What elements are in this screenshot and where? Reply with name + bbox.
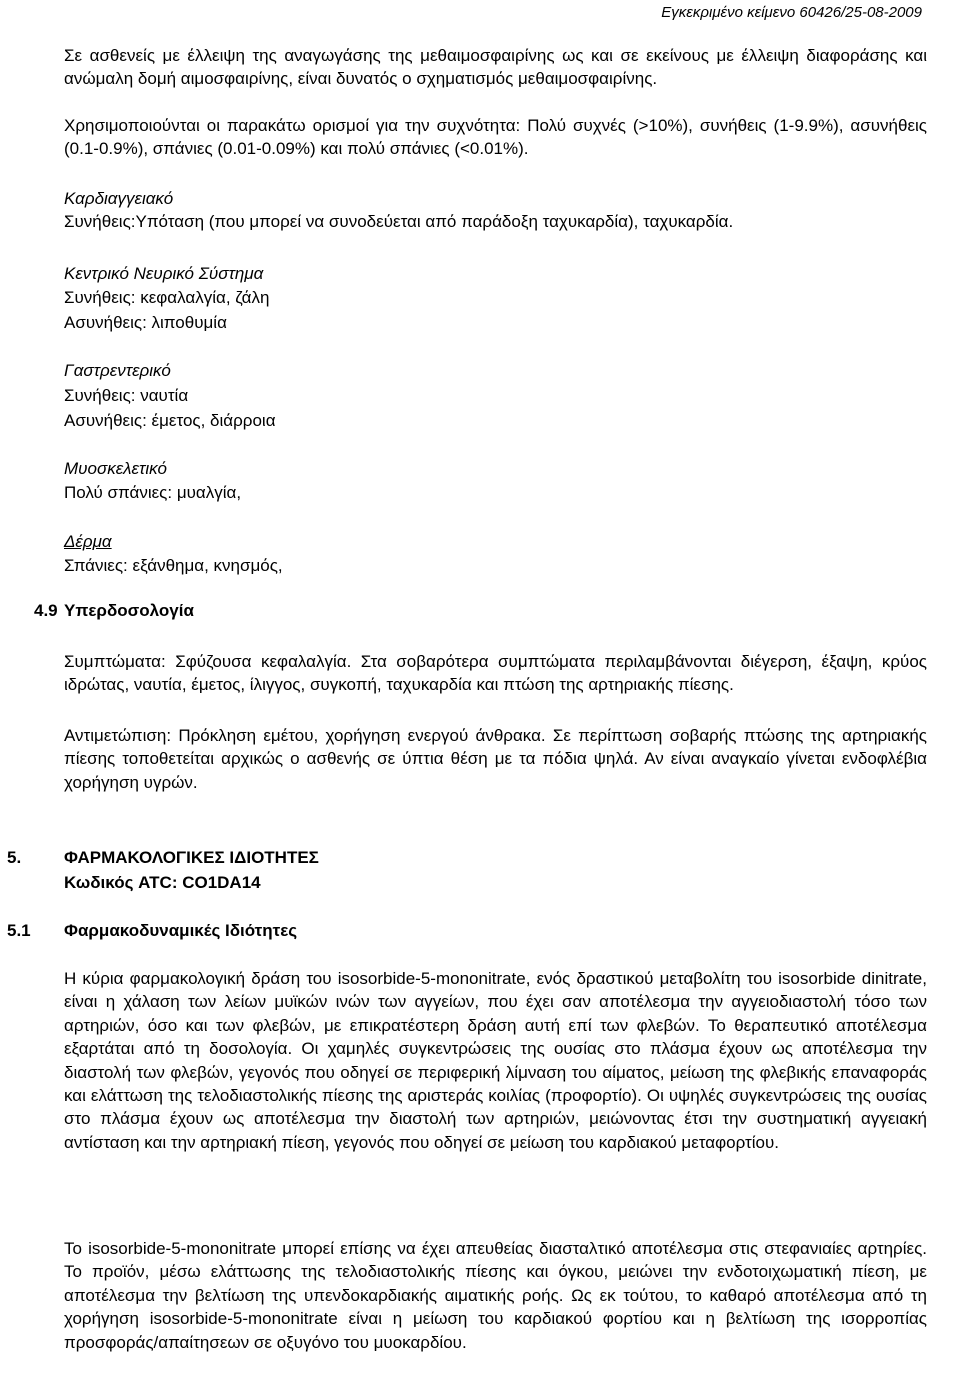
pharmacodynamics-paragraph-1: Η κύρια φαρμακολογική δράση του isosorbide-5-mononitrate, ενός δραστικού μεταβολίτη του isosorbide dinitrate, είναι η χάλαση των λείων μυϊκών ινών των αγγείων, που έχει σαν αποτέλεσμα την αγγειοδιαστολή τόσο των αρτηριών, όσο και των φλεβών, με επικρατέστερη δράση αυτή επί των φλεβών. Το θεραπευτικό αποτέλεσμα εξαρτάται από τη δοσολογία. Οι χαμηλές συγκεντρώσεις της ουσίας στο πλάσμα έχουν ως αποτέλεσμα την διαστολή των φλεβών, γεγονός που οδηγεί σε περιφερική λίμναση του αίματος, μείωση της φλεβικής επαναφοράς και ελάττωση της τελοδιαστολικής πίεσης της αριστεράς κοιλίας (προφορτίο). Οι υψηλές συγκεντρώσεις της ουσίας στο πλάσμα έχουν ως αποτέλεσμα την διαστολή των αρτηριών, μειώνοντας έτσι την συστηματική αγγειακή αντίσταση και την αρτηριακή πίεση, γεγονός που οδηγεί σε μείωση του καρδιακού μεταφορτίου.	[64, 969, 927, 1152]
cardiovascular-heading: Καρδιαγγειακό	[64, 189, 174, 208]
gastro-line-common: Συνήθεις: ναυτία	[64, 386, 189, 405]
musculoskeletal-line: Πολύ σπάνιες: μυαλγία,	[64, 483, 242, 502]
gastro-heading: Γαστρεντερικό	[64, 361, 171, 380]
section-4-9-title: Υπερδοσολογία	[64, 601, 194, 620]
cns-line-common: Συνήθεις: κεφαλαλγία, ζάλη	[64, 288, 270, 307]
approval-header: Εγκεκριμένο κείμενο 60426/25-08-2009	[661, 4, 922, 21]
intro-paragraph-2: Χρησιμοποιούνται οι παρακάτω ορισμοί για την συχνότητα: Πολύ συχνές (>10%), συνήθεις (1-9.9%), ασυνήθεις (0.1-0.9%), σπάνιες (0.01-0.09%) και πολύ σπάνιες (<0.01%).	[64, 116, 927, 159]
section-5-title: ΦΑΡΜΑΚΟΛΟΓΙΚΕΣ ΙΔΙΟΤΗΤΕΣ	[64, 848, 319, 867]
overdose-symptoms-paragraph: Συμπτώματα: Σφύζουσα κεφαλαλγία. Στα σοβαρότερα συμπτώματα περιλαμβάνονται διέγερση, έξαψη, κρύος ιδρώτας, ναυτία, έμετος, ίλιγγος, συγκοπή, ταχυκαρδία και πτώση της αρτηριακής πίεσης.	[64, 652, 927, 695]
skin-heading: Δέρμα	[64, 532, 112, 551]
musculoskeletal-heading: Μυοσκελετικό	[64, 459, 167, 478]
section-5-1-number: 5.1	[7, 921, 31, 940]
pharmacodynamics-paragraph-2: Το isosorbide-5-mononitrate μπορεί επίσης να έχει απευθείας διασταλτικό αποτέλεσμα στις στεφανιαίες αρτηρίες. Το προϊόν, μέσω ελάττωσης της τελοδιαστολικής πίεσης και όγκου, μειώνει την ενδοτοιχωματική πίεση, με αποτέλεσμα την βελτίωση της υπενδοκαρδιακής αιματικής ροής. Ως εκ τούτου, το καθαρό αποτέλεσμα από τη χορήγηση isosorbide-5-mononitrate είναι η μείωση του καρδιακού φορτίου και η βελτίωση της ισορροπίας προσφοράς/απαίτησεων σε οξυγόνο του μυοκαρδίου.	[64, 1239, 927, 1352]
gastro-line-uncommon: Ασυνήθεις: έμετος, διάρροια	[64, 411, 276, 430]
cardiovascular-line: Συνήθεις:Υπόταση (που μπορεί να συνοδεύεται από παράδοξη ταχυκαρδία), ταχυκαρδία.	[64, 212, 734, 231]
intro-paragraph-1: Σε ασθενείς με έλλειψη της αναγωγάσης της μεθαιμοσφαιρίνης ως και σε εκείνους με έλλειψη διαφοράσης και ανώμαλη δομή αιμοσφαιρίνης, είναι δυνατός ο σχηματισμός μεθαιμοσφαιρίνης.	[64, 46, 927, 89]
overdose-treatment-paragraph: Αντιμετώπιση: Πρόκληση εμέτου, χορήγηση ενεργού άνθρακα. Σε περίπτωση σοβαρής πτώσης της αρτηριακής πίεσης τοποθετείται αρχικώς ο ασθενής σε ύπτια θέση με τα πόδια ψηλά. Αν είναι αναγκαίο γίνεται ενδοφλέβια χορήγηση υγρών.	[64, 726, 927, 792]
cns-line-uncommon: Ασυνήθεις: λιποθυμία	[64, 313, 227, 332]
section-4-9-number: 4.9	[34, 601, 58, 620]
section-5-number: 5.	[7, 848, 22, 867]
cns-heading: Κεντρικό Νευρικό Σύστημα	[64, 264, 264, 283]
atc-code: Κωδικός ATC: CO1DA14	[64, 873, 261, 892]
skin-line: Σπάνιες: εξάνθημα, κνησμός,	[64, 556, 283, 575]
section-5-1-title: Φαρμακοδυναμικές Ιδιότητες	[64, 921, 298, 940]
